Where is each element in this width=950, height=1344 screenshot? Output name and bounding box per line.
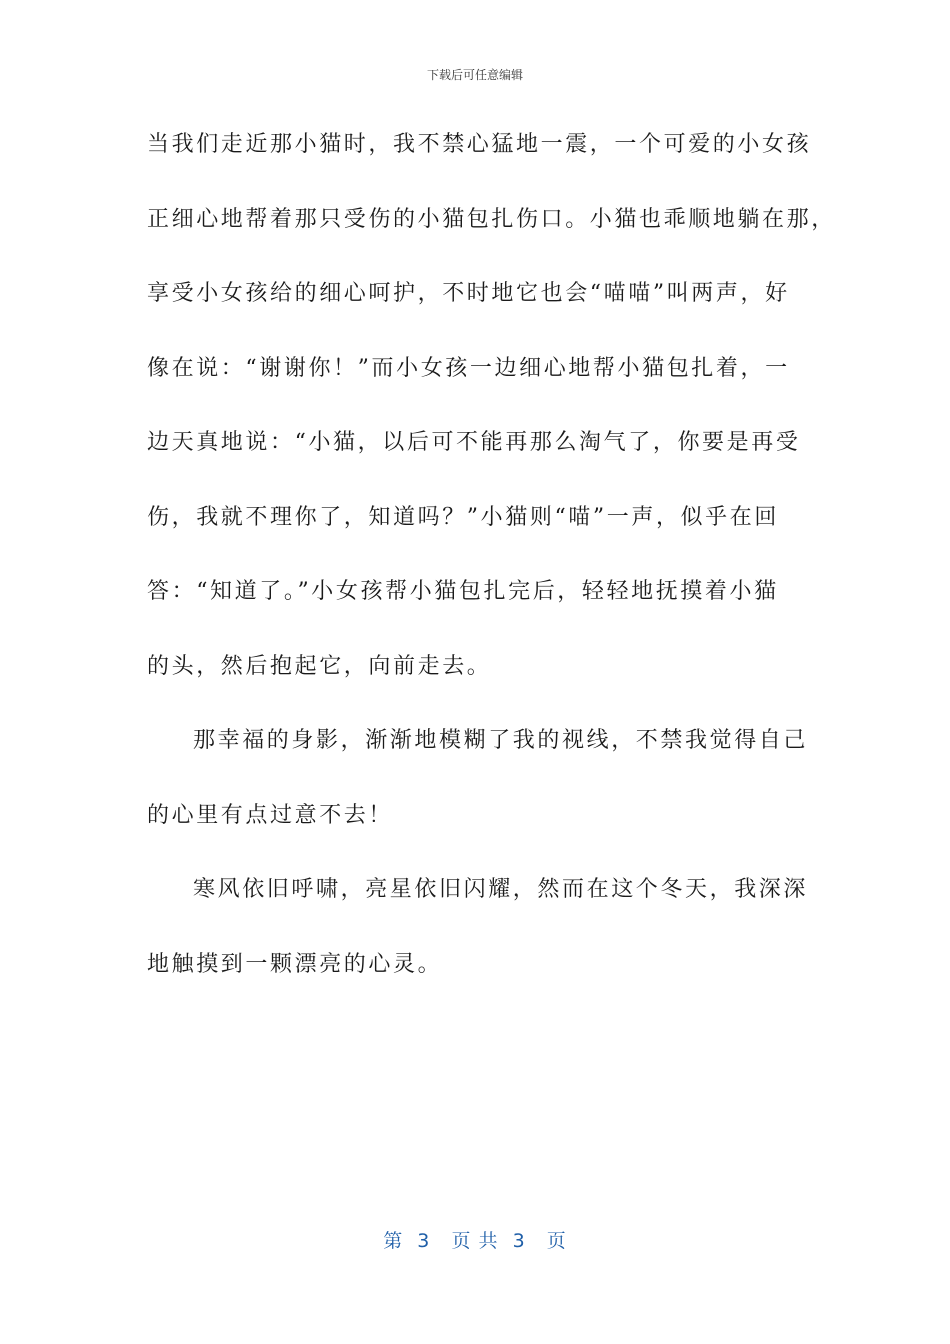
text-line: 答：“知道了。”小女孩帮小猫包扎完后，轻轻地抚摸着小猫 <box>147 579 779 604</box>
text-line: 地触摸到一颗漂亮的心灵。 <box>147 951 443 977</box>
text-line: 伤，我就不理你了，知道吗？”小猫则“喵”一声，似乎在回 <box>147 504 779 530</box>
page-number-footer: 第 3 页 共 3 页 <box>383 1230 567 1252</box>
paragraph-start-line: 那幸福的身影，渐渐地模糊了我的视线，不禁我觉得自己 <box>193 728 809 753</box>
body-text <box>147 128 836 1022</box>
text-line: 正细心地帮着那只受伤的小猫包扎伤口。小猫也乖顺地躺在那， <box>147 206 836 232</box>
text-line: 的心里有点过意不去！ <box>147 802 394 828</box>
text-line: 享受小女孩给的细心呵护，不时地它也会“喵喵”叫两声，好 <box>147 281 790 306</box>
header-note: 下载后可任意编辑 <box>426 68 523 82</box>
text-line: 边天真地说：“小猫，以后可不能再那么淘气了，你要是再受 <box>147 430 801 455</box>
paragraph-start-line: 寒风依旧呼啸，亮星依旧闪耀，然而在这个冬天，我深深 <box>193 877 809 902</box>
text-line: 的头，然后抱起它，向前走去。 <box>147 653 492 679</box>
text-line: 像在说：“谢谢你！”而小女孩一边细心地帮小猫包扎着，一 <box>147 355 790 381</box>
text-line: 当我们走近那小猫时，我不禁心猛地一震，一个可爱的小女孩 <box>147 132 812 157</box>
